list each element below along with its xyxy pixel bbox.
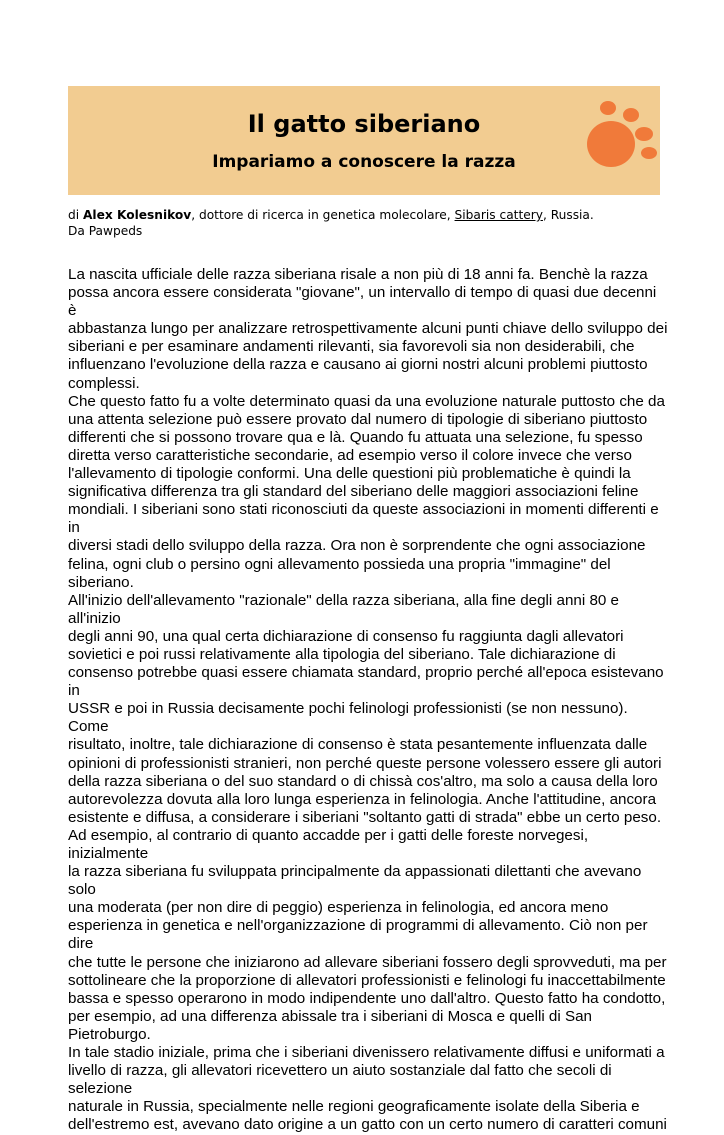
article-body: La nascita ufficiale delle razza siberiana risale a non più di 18 anni fa. Benchè la razza possa ancora essere considerata "giovane", un intervallo di tempo di quasi due decenni è abbastanza lungo per analizzare retrospettivamente alcuni punti chiave dello sviluppo dei siberiani e per esaminare andamenti rilevanti, sia favorevoli sia non desiderabili, che influenzano l'evoluzione della razza e causano ai giorni nostri alcuni problemi piuttosto complessi. Che questo fatto fu a volte determinato quasi da una evoluzione naturale puttosto che da una attenta selezione può essere provato dal numero di tipologie di siberiano piuttosto differenti che si possono trovare qua e là. Quando fu attuata una selezione, fu spesso diretta verso caratteristiche secondarie, ad esempio verso il colore invece che verso l'allevamento di tipologie conformi. Una delle questioni più problematiche è quindi la significativa differenza tra gli standard del siberiano delle maggiori associazioni feline mondiali. I siberiani sono stati riconosciuti da queste associazioni in momenti differenti e in diversi stadi dello sviluppo della razza. Ora non è sorprendente che ogni associazione felina, ogni club o persino ogni allevamento possieda una propria "immagine" del siberiano. All'inizio dell'allevamento "razionale" della razza siberiana, alla fine degli anni 80 e all'inizio degli anni 90, una qual certa dichiarazione di consenso fu raggiunta dagli allevatori sovietici e poi russi relativamente alla tipologia del siberiano. Tale dichiarazione di consenso potrebbe quasi essere chiamata standard, proprio perché all'epoca esistevano in USSR e poi in Russia decisamente pochi felinologi professionisti (se non nessuno). Come risultato, inoltre, tale dichiarazione di consenso è stata pesantemente influenzata dalle opinioni di professionisti stranieri, non perché queste persone volessero essere gli autori della razza siberiana o del suo standard o di chissà cos'altro, ma solo a causa della loro autorevolezza dovuta alla loro lunga esperienza in felinologia. Anche l'attitudine, ancora esistente e diffusa, a considerare i siberiani "soltanto gatti di strada" ebbe un certo peso. Ad esempio, al contrario di quanto accadde per i gatti delle foreste norvegesi, inizialmente la razza siberiana fu sviluppata principalmente da appassionati dilettanti che avevano solo una moderata (per non dire di peggio) esperienza in felinologia, ed ancora meno esperienza in genetica e nell'organizzazione di programmi di allevamento. Ciò non per dire che tutte le persone che iniziarono ad allevare siberiani fossero degli sprovveduti, ma per sottolineare che la proporzione di allevatori professionisti e felinologi fu inaccettabilmente bassa e spesso operarono in modo indipendente uno dall'altro. Questo fatto ha condotto, per esempio, ad una differenza abissale tra i siberiani di Mosca e quelli di San Pietroburgo. In tale stadio iniziale, prima che i siberiani divenissero relativamente diffusi e uniformati a livello di razza, gli allevatori ricevettero un aiuto sostanziale dal fatto che secoli di selezione naturale in Russia, specialmente nelle regioni geograficamente isolate della Siberia e dell'estremo est, avevano dato origine a un gatto con un certo numero di caratteri comuni (68, 266, 668, 1134)
paw-pad (587, 121, 635, 167)
page-subtitle: Impariamo a conoscere la razza (212, 152, 516, 172)
byline-credentials: , dottore di ricerca in genetica molecolare, (191, 208, 455, 222)
author-name: Alex Kolesnikov (83, 208, 192, 222)
page-title: Il gatto siberiano (247, 110, 481, 138)
source-line: Da Pawpeds (68, 224, 143, 238)
header-banner (68, 86, 660, 195)
paw-toe-3 (635, 127, 653, 141)
cattery-link[interactable]: Sibaris cattery (454, 208, 543, 222)
byline (68, 207, 668, 239)
paw-toe-2 (623, 108, 639, 122)
paw-toe-4 (641, 147, 657, 159)
byline-prefix: di (68, 208, 83, 222)
paw-toe-1 (600, 101, 616, 115)
paw-print-icon (586, 98, 660, 182)
byline-suffix: , Russia. (542, 208, 594, 222)
